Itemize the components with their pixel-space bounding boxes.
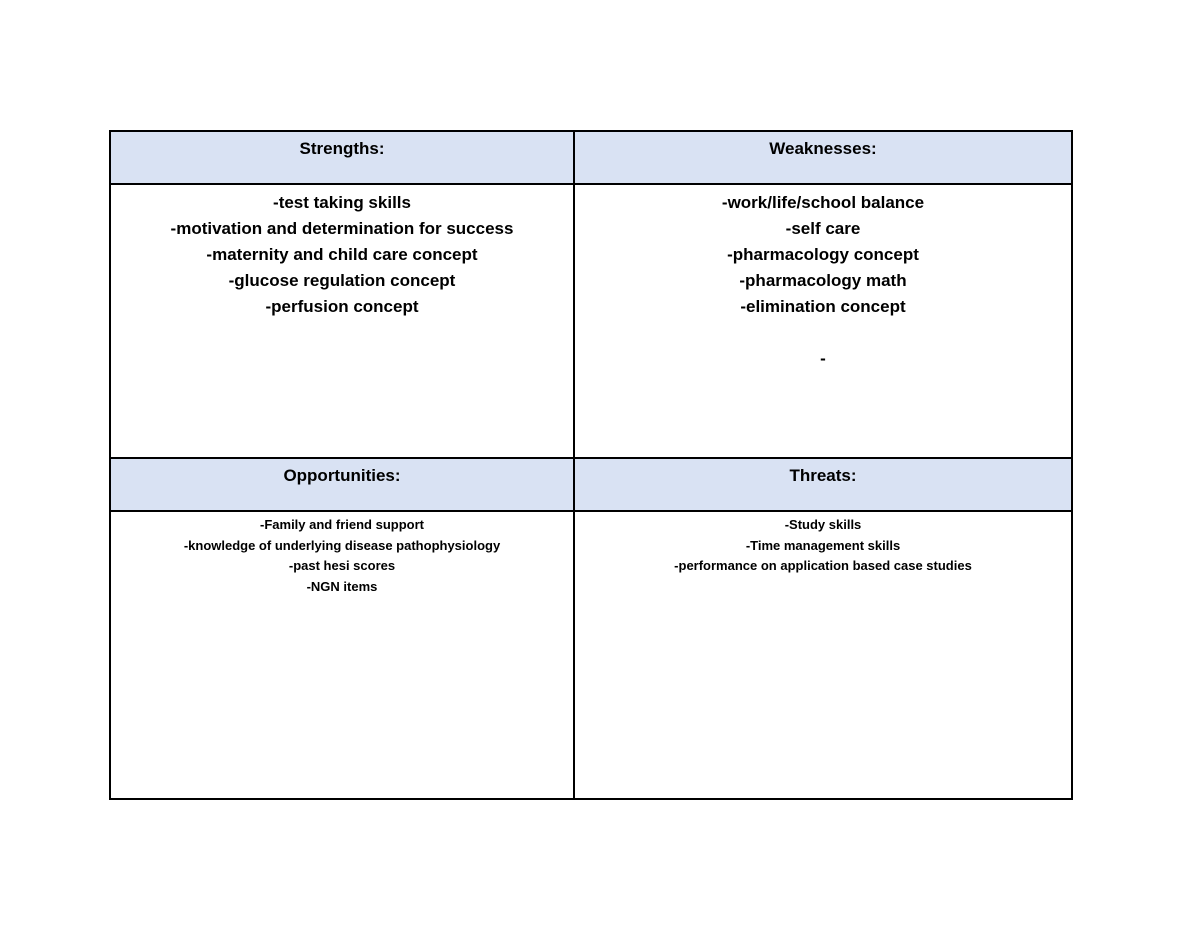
list-item: -motivation and determination for success (170, 219, 514, 238)
threats-header-cell (574, 458, 1072, 511)
weaknesses-header-cell (574, 131, 1072, 184)
opportunities-body-cell (110, 511, 574, 799)
swot-header-row-bottom (110, 458, 1072, 511)
strengths-body-cell (110, 184, 574, 458)
list-item: -work/life/school balance (721, 193, 925, 212)
opportunities-header-cell (110, 458, 574, 511)
threats-list (575, 512, 1071, 577)
list-item: -glucose regulation concept (228, 271, 456, 290)
weaknesses-body-cell (574, 184, 1072, 458)
weaknesses-list (575, 185, 1071, 372)
swot-table (109, 130, 1073, 800)
list-item: -maternity and child care concept (206, 245, 478, 264)
list-item: -perfusion concept (265, 297, 419, 316)
list-item: -pharmacology concept (727, 245, 919, 264)
list-item: - (820, 349, 826, 368)
swot-body-row-top (110, 184, 1072, 458)
strengths-list (111, 185, 573, 320)
list-item: -self care (785, 219, 861, 238)
list-item: -elimination concept (740, 297, 906, 316)
swot-body-row-bottom (110, 511, 1072, 799)
swot-header-row-top (110, 131, 1072, 184)
list-item: -past hesi scores (288, 558, 396, 573)
strengths-header-cell (110, 131, 574, 184)
threats-body-cell (574, 511, 1072, 799)
list-item: -performance on application based case studies (674, 558, 972, 573)
list-item: -test taking skills (273, 193, 411, 212)
threats-heading: Threats: (789, 466, 857, 485)
opportunities-list (111, 512, 573, 597)
list-item: -Study skills (784, 517, 862, 532)
list-item: -knowledge of underlying disease pathophysiology (183, 537, 501, 553)
strengths-heading: Strengths: (299, 139, 385, 158)
list-item: -NGN items (306, 578, 378, 594)
list-item: -pharmacology math (739, 271, 907, 290)
list-item: -Family and friend support (260, 517, 424, 532)
opportunities-heading: Opportunities: (283, 466, 401, 485)
weaknesses-heading: Weaknesses: (769, 139, 877, 158)
list-item: -Time management skills (745, 537, 901, 553)
